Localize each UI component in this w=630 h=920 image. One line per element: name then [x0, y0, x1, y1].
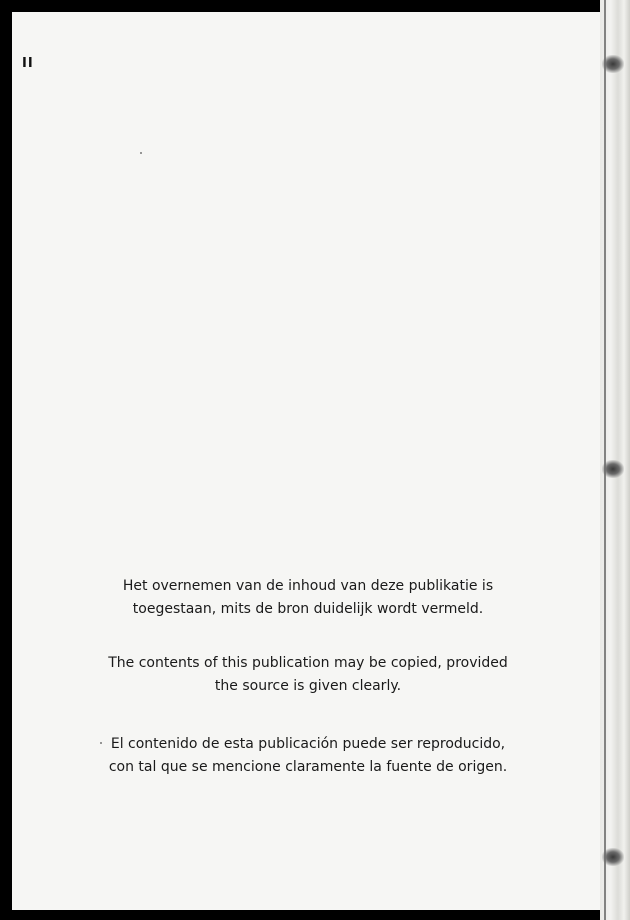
- page-number: II: [22, 56, 34, 71]
- notice-dutch-line-2: toegestaan, mits de bron duidelijk wordt vermeld.: [132, 601, 484, 617]
- speck-mark: [140, 152, 142, 154]
- notice-english-line-2: the source is given clearly.: [214, 678, 402, 694]
- binding-hole: [602, 848, 624, 866]
- binding-hole: [602, 55, 624, 73]
- notice-english: [12, 652, 604, 698]
- speck-mark: [100, 742, 102, 744]
- notice-spanish-line-1: El contenido de esta publicación puede ser reproducido,: [110, 736, 506, 752]
- notice-dutch-line-1: Het overnemen van de inhoud van deze publikatie is: [122, 578, 494, 594]
- show-through-decoration: [12, 112, 604, 182]
- document-page: [12, 12, 604, 910]
- notice-dutch: [12, 575, 604, 621]
- notice-spanish-line-2: con tal que se mencione claramente la fuente de origen.: [108, 759, 508, 775]
- notice-spanish: [12, 733, 604, 779]
- notice-english-line-1: The contents of this publication may be copied, provided: [108, 655, 508, 671]
- binding-hole: [602, 460, 624, 478]
